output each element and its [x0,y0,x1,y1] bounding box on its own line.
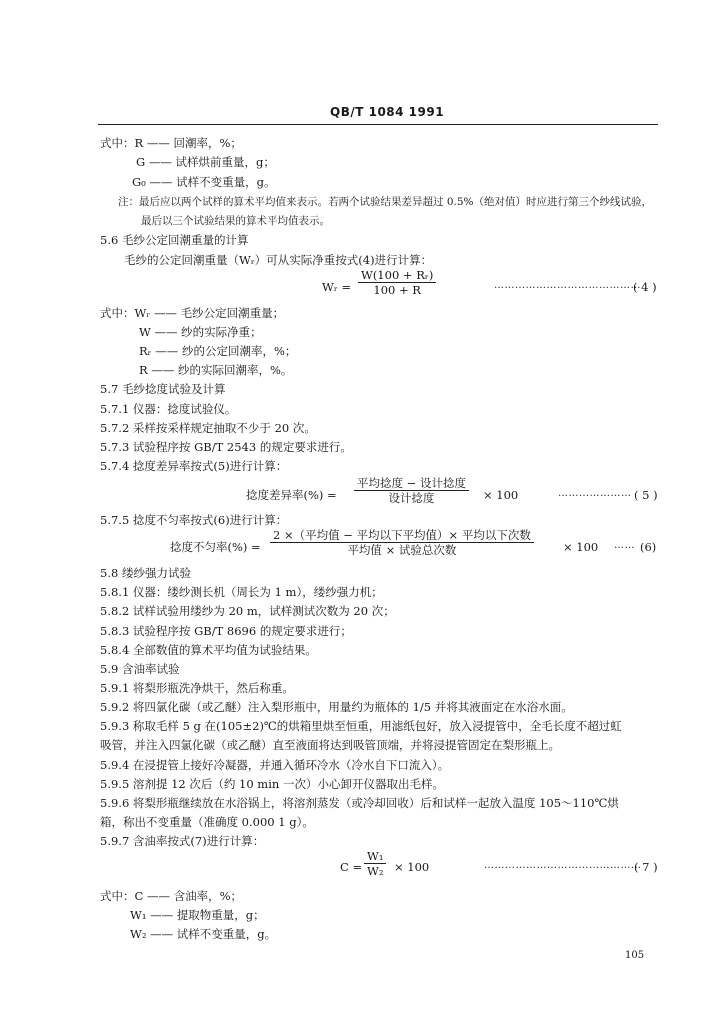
eq5-denominator: 设计捻度 [388,491,435,505]
eq7-denominator: W₂ [367,864,384,878]
eq7-lhs: C = [340,860,363,874]
section-5-8-1: 5.8.1 仪器：缕纱测长机（周长为 1 m），缕纱强力机； [100,585,383,599]
section-5-9-5: 5.9.5 溶剂提 12 次后（约 10 min 一次）小心卸开仪器取出毛样。 [100,777,444,791]
section-5-7-2: 5.7.2 采样按采样规定抽取不少于 20 次。 [100,421,316,435]
eq7-number: ( 7 ) [634,860,658,874]
section-5-9-6-line-2: 箱，称出不变重量（准确度 0.000 1 g）。 [100,815,314,829]
eq4-fraction [358,268,436,297]
eq4-lhs: Wᵣ = [322,280,352,294]
section-5-6-heading: 5.6 毛纱公定回潮重量的计算 [100,233,249,247]
eq6-fraction [270,528,534,557]
where-g: G —— 试样烘前重量，g； [136,155,275,169]
eq7-numerator: W₁ [364,849,386,864]
eq4-denominator: 100 + R [373,283,421,297]
where-w: W —— 纱的实际净重； [139,325,262,339]
eq5-numerator: 平均捻度 − 设计捻度 [354,476,469,491]
note-line-2: 最后以三个试验结果的算术平均值表示。 [141,215,330,227]
where-g0: G₀ —— 试样不变重量，g。 [132,175,276,189]
section-5-6-body: 毛纱的公定回潮重量（Wᵣ）可从实际净重按式(4)进行计算： [124,253,433,267]
section-5-7-1: 5.7.1 仪器：捻度试验仪。 [100,402,237,416]
where-w2: W₂ —— 试样不变重量，g。 [130,927,277,941]
eq7-multiplier: × 100 [394,860,430,874]
eq6-multiplier: × 100 [563,540,599,554]
where-rreal: R —— 纱的实际回潮率，%。 [139,363,293,377]
section-5-9-4: 5.9.4 在浸提管上接好冷凝器，并通入循环冷水（冷水自下口流入）。 [100,758,450,772]
page-header: QB/T 1084 1991 [330,105,445,119]
eq6-number: (6) [640,540,657,554]
eq7-leader: ……………………………………… [484,860,642,871]
eq6-denominator: 平均值 × 试验总次数 [347,543,457,557]
eq4-number: ( 4 ) [633,280,657,294]
eq5-multiplier: × 100 [483,488,519,502]
eq5-leader: ………………… [558,488,632,499]
eq4-leader: …………………………………… [494,280,641,291]
eq5-lhs: 捻度差异率(%) = [246,488,337,502]
eq6-lhs: 捻度不匀率(%) = [170,540,261,554]
where-c: 式中：C —— 含油率，%； [100,889,243,903]
eq5-fraction [354,476,469,505]
section-5-7-5: 5.7.5 捻度不匀率按式(6)进行计算： [100,513,288,527]
section-5-9-3-line-1: 5.9.3 称取毛样 5 g 在(105±2)℃的烘箱里烘至恒重，用滤纸包好，放入浸提管中，全毛长度不超过虹 [100,719,622,733]
section-5-8-3: 5.8.3 试验程序按 GB/T 8696 的规定要求进行； [100,624,352,638]
section-5-7-4: 5.7.4 捻度差异率按式(5)进行计算： [100,459,288,473]
section-5-9-7: 5.9.7 含油率按式(7)进行计算： [100,834,265,848]
header-rule [98,124,658,125]
note-line-1: 注：最后应以两个试样的算术平均值来表示。若两个试验结果差异超过 0.5%（绝对值）时应进行第三个纱线试验， [118,196,653,208]
page-number: 105 [625,950,645,961]
where-rr: Rᵣ —— 纱的公定回潮率，%； [139,344,297,358]
section-5-8-2: 5.8.2 试样试验用缕纱为 20 m，试样测试次数为 20 次； [100,604,395,618]
where-wr: 式中：Wᵣ —— 毛纱公定回潮重量； [100,306,285,320]
where-r: 式中：R —— 回潮率，%； [100,136,242,150]
section-5-8-4: 5.8.4 全部数值的算术平均值为试验结果。 [100,643,317,657]
section-5-8-heading: 5.8 缕纱强力试验 [100,566,191,580]
section-5-7-heading: 5.7 毛纱捻度试验及计算 [100,382,226,396]
where-w1: W₁ —— 提取物重量，g； [130,908,265,922]
section-5-9-3-line-2: 吸管，并注入四氯化碳（或乙醚）直至液面将达到吸管顶端，并将浸提管固定在梨形瓶上。 [100,738,560,752]
section-5-7-3: 5.7.3 试验程序按 GB/T 2543 的规定要求进行。 [100,440,352,454]
section-5-9-6-line-1: 5.9.6 将梨形瓶继续放在水浴锅上，将溶剂蒸发（或冷却回收）后和试样一起放入温度 105～110℃烘 [100,796,619,810]
section-5-9-heading: 5.9 含油率试验 [100,662,180,676]
section-5-9-1: 5.9.1 将梨形瓶洗净烘干，然后称重。 [100,681,294,695]
eq7-fraction [364,849,386,878]
eq5-number: ( 5 ) [634,488,658,502]
eq6-leader: …… [614,540,635,551]
eq6-numerator: 2 ×（平均值 − 平均以下平均值）× 平均以下次数 [270,528,534,543]
eq4-numerator: W(100 + Rᵣ) [358,268,436,283]
section-5-9-2: 5.9.2 将四氯化碳（或乙醚）注入梨形瓶中，用量约为瓶体的 1/5 并将其液面定在水浴水面。 [100,700,573,714]
